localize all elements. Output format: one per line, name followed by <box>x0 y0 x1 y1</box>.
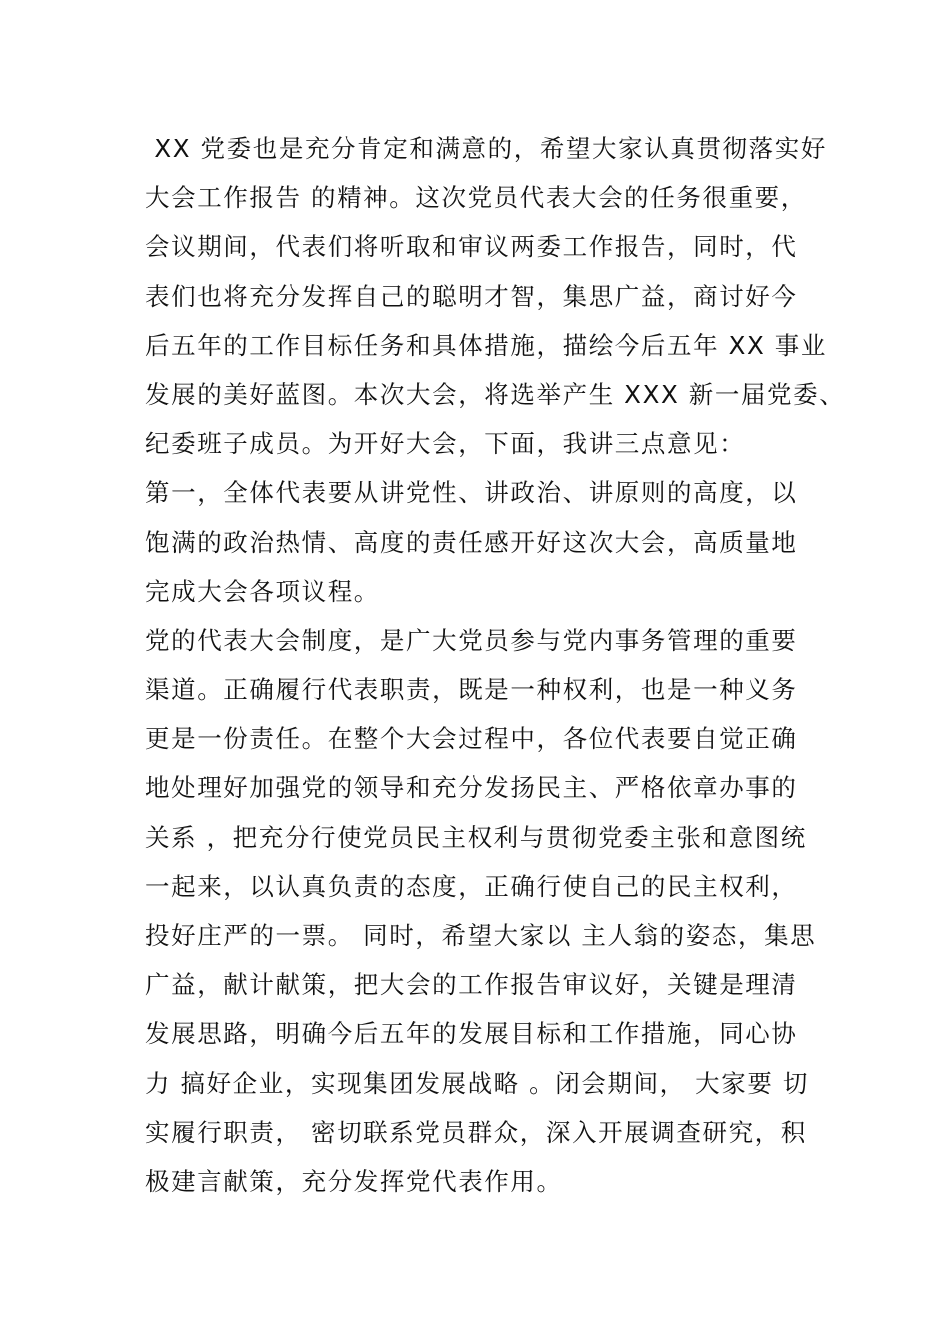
text-line: 极建言献策，充分发挥党代表作用。 <box>145 1166 563 1196</box>
text-line: 表们也将充分发挥自己的聪明才智，集思广益，商讨好今 <box>145 281 798 311</box>
text-line: 发展的美好蓝图。本次大会，将选举产生 XXX 新一届党委、 <box>145 379 846 409</box>
text-line: 实履行职责， 密切联系党员群众，深入开展调查研究，积 <box>145 1117 807 1147</box>
text-line: 力 搞好企业，实现集团发展战略 。闭会期间， 大家要 切 <box>145 1068 809 1098</box>
text-line: 投好庄严的一票。 同时，希望大家以 主人翁的姿态，集思 <box>145 921 817 950</box>
text-line: 第一，全体代表要从讲党性、讲政治、讲原则的高度，以 <box>145 478 798 508</box>
text-line: 完成大会各项议程。 <box>145 576 380 606</box>
text-line: 发展思路，明确今后五年的发展目标和工作措施，同心协 <box>145 1019 798 1049</box>
text-line: 地处理好加强党的领导和充分发扬民主、严格依章办事的 <box>145 773 798 803</box>
text-line: XX 党委也是充分肯定和满意的，希望大家认真贯彻落实好 <box>145 134 827 163</box>
text-line: 渠道。正确履行代表职责，既是一种权利，也是一种义务 <box>145 675 798 705</box>
text-line: 广益，献计献策，把大会的工作报告审议好，关键是理清 <box>145 970 798 1000</box>
text-line: 会议期间，代表们将听取和审议两委工作报告，同时，代 <box>145 232 798 262</box>
text-line: 大会工作报告 的精神。这次党员代表大会的任务很重要， <box>145 183 807 213</box>
text-line: 更是一份责任。在整个大会过程中，各位代表要自觉正确 <box>145 724 798 754</box>
document-body <box>145 124 845 1206</box>
text-line: 一起来，以认真负责的态度，正确行使自己的民主权利， <box>145 871 798 901</box>
text-line: 饱满的政治热情、高度的责任感开好这次大会，高质量地 <box>145 527 798 557</box>
text-line: 后五年的工作目标任务和具体措施，描绘今后五年 XX 事业 <box>145 330 827 360</box>
text-line: 纪委班子成员。为开好大会，下面，我讲三点意见： <box>145 429 746 459</box>
text-line: 关系 ，把充分行使党员民主权利与贯彻党委主张和意图统 <box>145 822 807 852</box>
text-line: 党的代表大会制度，是广大党员参与党内事务管理的重要 <box>145 625 798 655</box>
